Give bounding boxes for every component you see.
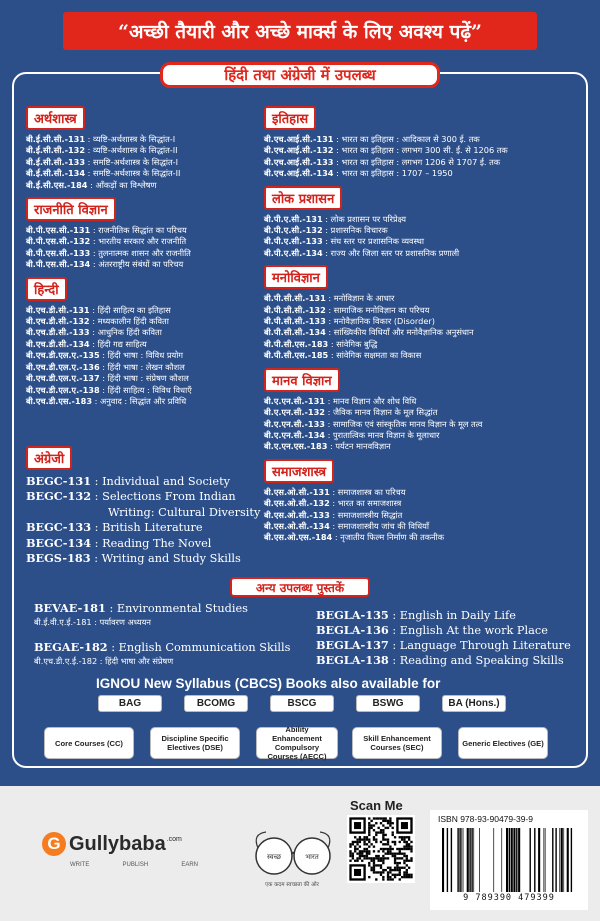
book-item	[264, 430, 588, 441]
book-item	[264, 316, 588, 327]
tagline-publish: PUBLISH	[122, 862, 149, 868]
course-type-box: Discipline Specific Electives (DSE)	[150, 727, 240, 759]
book-title: Selections From Indian	[102, 490, 236, 504]
book-title: समाजशास्त्र का परिचय	[337, 486, 406, 497]
separator: :	[85, 145, 94, 156]
logo-tagline	[70, 862, 198, 868]
book-code: बी.ई.सी.सी.-133	[26, 156, 86, 167]
separator: :	[91, 521, 103, 535]
book-title: सामाजिक मनोविज्ञान का परिचय	[333, 304, 430, 315]
book-title: Individual and Society	[102, 475, 231, 488]
language-badge: हिंदी तथा अंग्रेजी में उपलब्ध	[160, 62, 440, 88]
separator: :	[99, 373, 108, 384]
isbn-label: ISBN 978-93-90479-39-9	[438, 814, 533, 824]
book-code: बी.एस.ओ.सी.-133	[264, 509, 330, 520]
book-item	[26, 259, 266, 270]
book-item	[26, 489, 266, 504]
scan-me-label: Scan Me	[350, 798, 403, 813]
gullybaba-logo	[42, 832, 182, 856]
book-title: भारतीय सरकार और राजनीति	[98, 236, 187, 247]
book-title: Environmental Studies	[116, 602, 248, 615]
book-item	[264, 498, 588, 509]
book-code: बी.एस.ओ.सी.-132	[264, 498, 330, 509]
separator: :	[328, 350, 337, 361]
book-code: बी.ई.सी.सी.-131	[26, 134, 86, 144]
logo-suffix: .com	[166, 835, 182, 843]
book-hindi-equivalent: बी.एच.डी.ए.ई.-182 : हिंदी भाषा और संप्रेषण	[34, 656, 174, 666]
section-title: राजनीति विज्ञान	[26, 197, 116, 221]
course-type-box: Core Courses (CC)	[44, 727, 134, 759]
book-title: समष्टि-अर्थशास्त्र के सिद्धांत-I	[93, 156, 179, 167]
book-title: समाजशास्त्रीय सिद्धांत	[337, 509, 403, 520]
separator: :	[329, 498, 338, 509]
section-title: लोक प्रशासन	[264, 186, 342, 210]
book-title: सांवेगिक बुद्धि	[336, 338, 378, 349]
book-code: बी.पी.एस.सी.-131	[26, 225, 91, 236]
separator: :	[325, 304, 334, 315]
book-title: पुरातात्विक मानव विज्ञान के मूलाधार	[332, 429, 440, 440]
book-title: आँकड़ों का विश्लेषण	[95, 179, 157, 190]
book-title: Reading The Novel	[102, 536, 212, 550]
book-item	[264, 487, 588, 498]
book-item	[264, 510, 588, 521]
swachh-left-text: स्वच्छ	[266, 853, 282, 861]
separator: :	[90, 225, 99, 236]
program-pill: BCOMG	[184, 695, 248, 712]
separator: :	[324, 407, 333, 418]
book-title: सामाजिक एवं सांस्कृतिक मानव विज्ञान के मूल तत्व	[332, 418, 483, 429]
subject-section	[264, 186, 588, 260]
book-title: हिंदी गद्य साहित्य	[97, 338, 147, 349]
other-book	[316, 653, 586, 668]
book-code: बी.एच.डी.सी.-134	[26, 338, 90, 349]
book-title: भारत का इतिहास : आदिकाल से 300 ई. तक	[341, 134, 480, 144]
separator: :	[91, 490, 103, 504]
logo-name: Gullybaba	[69, 832, 166, 855]
program-pill: BSCG	[270, 695, 334, 712]
course-type-box: Ability Enhancement Compulsory Courses (AECC)	[256, 727, 338, 759]
subject-section	[26, 277, 266, 408]
separator: :	[92, 395, 100, 406]
separator: :	[322, 225, 331, 236]
book-code: बी.ए.एन.सी.-132	[264, 407, 325, 418]
separator: :	[332, 532, 341, 543]
subject-section	[26, 106, 266, 191]
separator: :	[388, 624, 400, 637]
course-type-box: Skill Enhancement Courses (SEC)	[352, 727, 442, 759]
separator: :	[322, 213, 331, 224]
book-item	[264, 532, 588, 543]
book-item	[26, 362, 266, 373]
book-title: English in Daily Life	[399, 609, 516, 622]
book-title: लोक प्रशासन पर परिप्रेक्ष्य	[330, 213, 407, 224]
separator: :	[91, 536, 103, 550]
separator: :	[325, 316, 334, 327]
book-code: बी.पी.एस.सी.-132	[26, 236, 91, 247]
subject-section	[264, 106, 588, 180]
book-title: Language Through Literature	[399, 639, 571, 652]
separator: :	[87, 179, 96, 190]
book-code: बी.एच.आई.सी.-131	[264, 134, 334, 144]
book-title: हिंदी साहित्य का इतिहास	[97, 304, 171, 315]
swachh-bharat-glasses-icon	[248, 826, 338, 878]
section-title: समाजशास्त्र	[264, 459, 334, 483]
other-book	[316, 608, 586, 623]
book-title: व्यष्टि-अर्थशास्त्र के सिद्धांत-II	[93, 145, 178, 156]
separator: :	[324, 418, 333, 429]
swachh-right-text: भारत	[305, 853, 319, 861]
book-title: राजनीतिक सिद्धांत का परिचय	[98, 225, 187, 236]
book-code: बी.एच.डी.एल.ए.-137	[26, 373, 100, 384]
book-title: भारत का इतिहास : 1707 – 1950	[341, 168, 453, 179]
book-title: समष्टि-अर्थशास्त्र के सिद्धांत-II	[93, 168, 181, 179]
book-item	[264, 419, 588, 430]
barcode-icon	[438, 828, 580, 892]
book-code: बी.एस.ओ.सी.-131	[264, 486, 330, 497]
separator: :	[99, 384, 108, 395]
book-code: बी.पी.एस.सी.-133	[26, 247, 91, 258]
book-code: BEGLA-136	[316, 623, 389, 637]
book-code: BEGLA-137	[316, 638, 389, 652]
book-code: बी.एस.ओ.सी.-134	[264, 520, 330, 531]
section-title: हिन्दी	[26, 277, 67, 301]
book-item	[264, 214, 588, 225]
book-item	[264, 168, 588, 179]
book-code: बी.पी.सी.एस.-183	[264, 338, 329, 349]
book-code: बी.एच.डी.एस.-183	[26, 395, 93, 406]
book-title: मध्यकालीन हिंदी कविता	[97, 316, 169, 327]
book-code: बी.ए.एन.सी.-134	[264, 429, 325, 440]
separator: :	[99, 361, 108, 372]
book-code: बी.एच.आई.सी.-134	[264, 168, 334, 179]
book-item	[26, 520, 266, 535]
subject-section	[26, 197, 266, 271]
program-pill: BAG	[98, 695, 162, 712]
book-title: आधुनिक हिंदी कविता	[97, 327, 162, 338]
book-item	[26, 385, 266, 396]
book-title: Writing and Study Skills	[101, 552, 241, 566]
subject-section	[264, 368, 588, 453]
separator: :	[89, 304, 98, 315]
subject-section	[264, 265, 588, 361]
book-item	[264, 327, 588, 338]
section-title: मानव विज्ञान	[264, 368, 340, 392]
book-title: हिंदी भाषा : लेखन कौशल	[107, 361, 185, 372]
book-item	[26, 157, 266, 168]
separator: :	[85, 168, 94, 179]
right-column	[264, 106, 588, 550]
separator: :	[388, 654, 400, 667]
book-code: बी.एच.आई.सी.-132	[264, 145, 334, 156]
book-hindi-equivalent: बी.ई.वी.ए.ई.-181 : पर्यावरण अध्ययन	[34, 617, 151, 627]
book-title: राज्य और जिला स्तर पर प्रशासनिक प्रणाली	[330, 247, 460, 258]
book-code: BEGLA-135	[316, 608, 389, 622]
book-title: समाजशास्त्रीय जांच की विधियाँ	[337, 520, 429, 531]
book-code: बी.पी.सी.एस.-185	[264, 350, 329, 361]
book-title: जैविक मानव विज्ञान के मूल सिद्धांत	[332, 407, 438, 418]
program-pill: BSWG	[356, 695, 420, 712]
separator: :	[329, 486, 338, 497]
book-title: मानव विज्ञान और शोध विधि	[332, 395, 417, 406]
separator: :	[89, 327, 98, 338]
book-item	[26, 474, 266, 489]
separator: :	[324, 395, 333, 406]
logo-mark-icon: G	[42, 832, 66, 856]
other-book	[34, 601, 274, 616]
book-title: अनुवाद : सिद्धांत और प्रविधि	[100, 395, 187, 406]
isbn-block	[430, 810, 588, 910]
book-item	[264, 441, 588, 452]
separator: :	[329, 509, 338, 520]
book-item	[264, 407, 588, 418]
book-item	[26, 248, 266, 259]
book-code: BEGC-132	[26, 489, 92, 504]
book-code: BEGS-183	[26, 551, 91, 566]
book-title: भारत का इतिहास : लगभग 300 सी. ई. से 1206 तक	[341, 145, 508, 156]
book-item	[264, 396, 588, 407]
book-code: बी.एच.डी.सी.-131	[26, 304, 90, 315]
separator: :	[91, 475, 103, 488]
book-title: मनोवैज्ञानिक विकार (Disorder)	[333, 316, 435, 327]
left-column	[26, 106, 266, 413]
book-item	[26, 180, 266, 191]
book-item	[264, 236, 588, 247]
book-item	[26, 236, 266, 247]
separator: :	[89, 338, 98, 349]
book-title: हिंदी साहित्य : विविध विधाएँ	[107, 384, 192, 395]
book-code: बी.एस.ओ.एस.-184	[264, 532, 333, 543]
separator: :	[90, 247, 99, 258]
separator: :	[388, 639, 400, 652]
book-item	[264, 350, 588, 361]
other-books-title: अन्य उपलब्ध पुस्तकें	[230, 577, 370, 597]
swachh-caption: एक कदम स्वच्छता की ओर	[265, 882, 319, 888]
book-code: BEGC-131	[26, 474, 92, 488]
book-title: सांवेगिक सक्षमता का विकास	[336, 350, 422, 361]
section-title: मनोविज्ञान	[264, 265, 328, 289]
separator: :	[333, 168, 342, 179]
book-code: बी.पी.सी.सी.-134	[264, 327, 326, 338]
book-title: English Communication Skills	[118, 641, 291, 654]
separator: :	[90, 552, 102, 566]
separator: :	[333, 145, 342, 156]
book-title: संघ स्तर पर प्रशासनिक व्यवस्था	[330, 236, 424, 247]
other-book	[316, 623, 586, 638]
book-item	[26, 551, 266, 566]
other-book	[316, 638, 586, 653]
book-item	[264, 305, 588, 316]
book-item	[264, 157, 588, 168]
book-code: बी.एच.डी.एल.ए.-138	[26, 384, 100, 395]
book-title: British Literature	[102, 521, 203, 535]
separator: :	[85, 156, 94, 167]
separator: :	[325, 327, 334, 338]
book-code: बी.ए.एन.सी.-131	[264, 395, 325, 406]
headline-banner: “अच्छी तैयारी और अच्छे मार्क्स के लिए अवश्य पढ़ें”	[63, 12, 537, 50]
book-title: सांख्यिकीय विधियाँ और मनोवैज्ञानिक अनुसंधान	[333, 327, 474, 338]
book-title: पर्यटन मानवविज्ञान	[335, 441, 391, 452]
book-item	[264, 339, 588, 350]
book-title: तुलनात्मक शासन और राजनीति	[98, 247, 191, 258]
book-code: BEGC-133	[26, 520, 92, 535]
book-item	[26, 168, 266, 179]
course-type-box: Generic Electives (GE)	[458, 727, 548, 759]
book-code: बी.एच.डी.एल.ए.-136	[26, 361, 100, 372]
separator: :	[328, 338, 337, 349]
separator: :	[107, 641, 119, 654]
book-title: भारत का इतिहास : लगभग 1206 से 1707 ई. तक	[341, 156, 501, 167]
book-code: बी.पी.सी.सी.-131	[264, 293, 326, 304]
book-item	[264, 521, 588, 532]
book-item	[26, 225, 266, 236]
other-books-right	[316, 608, 586, 668]
book-code: बी.एच.आई.सी.-133	[264, 156, 334, 167]
book-title: भारत का समाजशास्त्र	[337, 498, 402, 509]
separator: :	[325, 293, 334, 304]
book-code: बी.पी.सी.सी.-132	[264, 304, 326, 315]
subject-section	[264, 459, 588, 544]
book-code: बी.ई.सी.एस.-184	[26, 179, 88, 190]
book-code: बी.एच.डी.सी.-133	[26, 327, 90, 338]
section-title: अर्थशास्त्र	[26, 106, 85, 130]
book-title: नृजातीय फिल्म निर्माण की तकनीक	[340, 532, 444, 543]
book-title: मनोविज्ञान के आधार	[333, 293, 395, 304]
book-title: प्रशासनिक विचारक	[330, 225, 388, 236]
separator: :	[105, 602, 117, 615]
book-item	[264, 134, 588, 145]
book-code: बी.पी.ए.सी.-133	[264, 236, 323, 247]
book-title: हिंदी भाषा : विविध प्रयोग	[107, 350, 183, 361]
book-title: English At the work Place	[399, 624, 548, 637]
separator: :	[99, 350, 108, 361]
book-title: हिंदी भाषा : संप्रेषण कौशल	[107, 373, 189, 384]
book-item	[26, 134, 266, 145]
separator: :	[85, 134, 94, 144]
book-item	[264, 145, 588, 156]
tagline-write: WRITE	[70, 862, 90, 868]
english-section	[26, 446, 266, 566]
section-title: इतिहास	[264, 106, 316, 130]
book-code: बी.पी.ए.सी.-134	[264, 247, 323, 258]
book-code: BEGC-134	[26, 535, 92, 550]
isbn-digits: 9 789390 479399	[463, 893, 555, 903]
book-code: बी.एच.डी.सी.-132	[26, 316, 90, 327]
book-code: बी.पी.ए.सी.-131	[264, 213, 323, 224]
book-code: बी.पी.एस.सी.-134	[26, 259, 91, 270]
separator: :	[329, 520, 338, 531]
tagline-earn: EARN	[181, 862, 198, 868]
separator: :	[90, 236, 99, 247]
book-code: बी.ए.एन.सी.-133	[264, 418, 325, 429]
separator: :	[324, 429, 333, 440]
book-item	[26, 316, 266, 327]
book-code: BEVAE-181	[34, 601, 106, 615]
book-title: अंतरराष्ट्रीय संबंधों का परिचय	[98, 259, 184, 270]
separator: :	[388, 609, 400, 622]
section-title: अंग्रेजी	[26, 446, 72, 470]
book-item	[26, 396, 266, 407]
book-item	[26, 339, 266, 350]
book-title-continued: Writing: Cultural Diversity	[108, 505, 261, 519]
book-item	[26, 327, 266, 338]
book-code: बी.ए.एन.एस.-183	[264, 441, 328, 452]
qr-code-icon[interactable]	[347, 815, 415, 883]
book-code: BEGAE-182	[34, 640, 108, 654]
book-code: BEGLA-138	[316, 653, 389, 667]
book-item	[264, 225, 588, 236]
separator: :	[333, 156, 342, 167]
book-item	[26, 536, 266, 551]
other-books-left	[34, 601, 291, 679]
separator: :	[90, 259, 99, 270]
book-item	[26, 305, 266, 316]
book-item	[26, 145, 266, 156]
book-code: बी.एच.डी.एल.ए.-135	[26, 350, 100, 361]
book-title: व्यष्टि-अर्थशास्त्र के सिद्धांत-I	[93, 134, 176, 144]
separator: :	[322, 236, 331, 247]
book-item	[264, 248, 588, 259]
book-code: बी.ई.सी.सी.-134	[26, 168, 86, 179]
book-item	[26, 350, 266, 361]
cbcs-title: IGNOU New Syllabus (CBCS) Books also available for	[96, 676, 441, 691]
book-title: Reading and Speaking Skills	[399, 654, 564, 667]
book-code: बी.ई.सी.सी.-132	[26, 145, 86, 156]
book-item	[264, 293, 588, 304]
program-pill: BA (Hons.)	[442, 695, 506, 712]
book-code: बी.पी.ए.सी.-132	[264, 225, 323, 236]
separator: :	[89, 316, 98, 327]
separator: :	[322, 247, 331, 258]
book-item	[26, 373, 266, 384]
other-book	[34, 640, 291, 655]
separator: :	[327, 441, 336, 452]
separator: :	[333, 134, 342, 144]
book-code: बी.पी.सी.सी.-133	[264, 316, 326, 327]
